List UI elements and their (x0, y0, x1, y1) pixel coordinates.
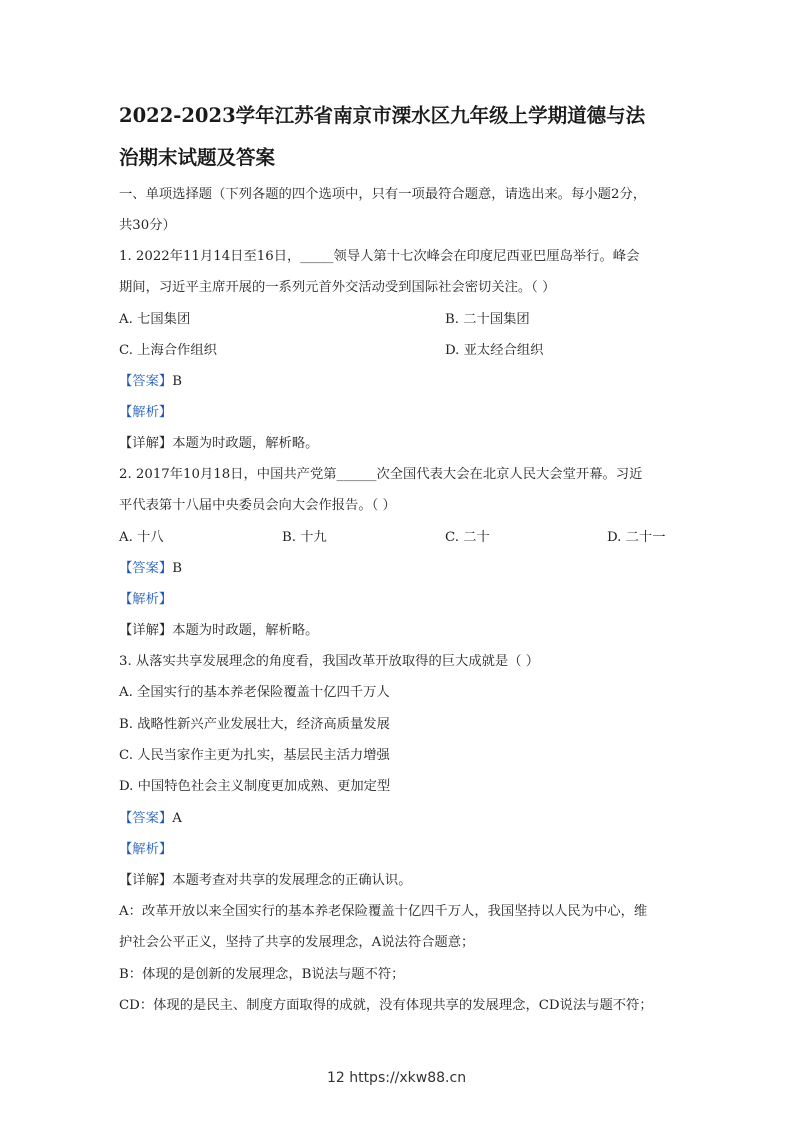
detail-tag: 【详解】 (119, 436, 173, 451)
q2-option-d: D. 二十一 (607, 530, 666, 545)
q1-answer (119, 373, 689, 391)
answer-value: B (172, 374, 182, 389)
detail-tag: 【详解】 (119, 873, 173, 888)
q1-analysis (119, 404, 689, 422)
q3-explain-cd: CD：体现的是民主、制度方面取得的成就，没有体现共享的发展理念，CD说法与题不符； (119, 998, 653, 1013)
q3-option-c: C. 人民当家作主更为扎实，基层民主活力增强 (119, 748, 390, 763)
q2-option-b: B. 十九 (282, 530, 327, 545)
q2-detail (119, 622, 689, 640)
q1-option-b: B. 二十国集团 (445, 312, 530, 327)
detail-text: 本题考查对共享的发展理念的正确认识。 (172, 873, 412, 888)
answer-value: A (172, 811, 182, 826)
detail-tag: 【详解】 (119, 623, 173, 638)
analysis-tag: 【解析】 (119, 842, 173, 857)
answer-tag: 【答案】 (119, 811, 173, 826)
q3-answer (119, 810, 689, 828)
q2-stem-line1: 2. 2017年10月18日，中国共产党第______次全国代表大会在北京人民大会堂开幕。习近 (119, 467, 643, 482)
q1-detail (119, 435, 689, 453)
doc-title-line2: 治期末试题及答案 (119, 146, 276, 169)
q2-answer (119, 560, 689, 578)
page-footer: 12 https://xkw88.cn (326, 1070, 467, 1086)
doc-title-line1: 2022-2023学年江苏省南京市溧水区九年级上学期道德与法 (119, 104, 646, 127)
q3-explain-a-line1: A：改革开放以来全国实行的基本养老保险覆盖十亿四千万人，我国坚持以人民为中心，维 (119, 904, 648, 919)
detail-text: 本题为时政题，解析略。 (172, 623, 319, 638)
q1-option-c: C. 上海合作组织 (119, 343, 217, 358)
q3-analysis (119, 841, 689, 859)
q3-explain-a-line2: 护社会公平正义，坚持了共享的发展理念，A说法符合题意； (119, 935, 475, 950)
section-heading-line2: 共30分） (119, 218, 176, 233)
q3-detail (119, 872, 689, 890)
answer-tag: 【答案】 (119, 561, 173, 576)
q3-explain-b: B：体现的是创新的发展理念，B说法与题不符； (119, 967, 405, 982)
q1-option-a: A. 七国集团 (119, 312, 191, 327)
answer-value: B (172, 561, 182, 576)
answer-tag: 【答案】 (119, 374, 173, 389)
q1-stem-line1: 1. 2022年11月14日至16日，_____领导人第十七次峰会在印度尼西亚巴厘岛举行。峰会 (119, 249, 640, 264)
q3-option-a: A. 全国实行的基本养老保险覆盖十亿四千万人 (119, 685, 390, 700)
q3-option-b: B. 战略性新兴产业发展壮大，经济高质量发展 (119, 717, 390, 732)
detail-text: 本题为时政题，解析略。 (172, 436, 319, 451)
analysis-tag: 【解析】 (119, 592, 173, 607)
q1-stem-line2: 期间，习近平主席开展的一系列元首外交活动受到国际社会密切关注。（ ） (119, 280, 556, 295)
q2-option-c: C. 二十 (445, 530, 490, 545)
q2-stem-line2: 平代表第十八届中央委员会向大会作报告。（ ） (119, 498, 396, 513)
q3-stem: 3. 从落实共享发展理念的角度看，我国改革开放取得的巨大成就是（ ） (119, 654, 540, 669)
q1-option-d: D. 亚太经合组织 (445, 343, 544, 358)
q3-option-d: D. 中国特色社会主义制度更加成熟、更加定型 (119, 779, 391, 794)
section-heading-line1: 一、单项选择题（下列各题的四个选项中，只有一项最符合题意，请选出来。每小题2分， (119, 187, 647, 202)
q2-analysis (119, 591, 689, 609)
q2-option-a: A. 十八 (119, 530, 164, 545)
analysis-tag: 【解析】 (119, 405, 173, 420)
